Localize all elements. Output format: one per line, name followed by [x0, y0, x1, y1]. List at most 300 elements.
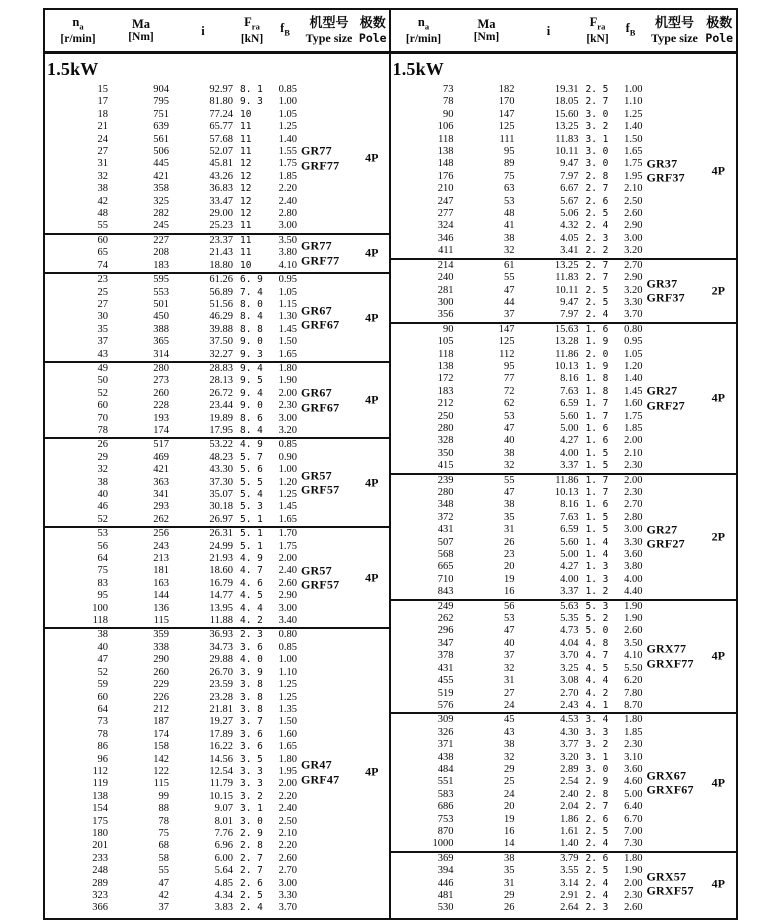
cell-speed: 201	[92, 840, 108, 852]
col-label-en: Type size	[651, 31, 698, 45]
table-row	[45, 766, 389, 778]
cell-torque: 58	[158, 852, 169, 864]
col-unit: [kN]	[240, 33, 264, 46]
table-row	[45, 865, 389, 877]
cell-torque: 245	[153, 220, 169, 232]
table-row	[391, 865, 737, 877]
cell-service-factor: 4.10	[624, 650, 643, 662]
cell-service-factor: 6.70	[624, 813, 643, 825]
cell-speed: 38	[97, 629, 108, 641]
cell-torque: 31	[504, 675, 515, 687]
cell-radial-force: 1. 6	[585, 435, 609, 447]
cell-radial-force: 2. 6	[240, 877, 263, 889]
cell-service-factor: 1.25	[278, 691, 297, 703]
cell-torque: 53	[504, 613, 515, 625]
table-row	[45, 452, 389, 464]
col-unit: [r/min]	[60, 33, 96, 46]
col-subscript: a	[79, 21, 84, 32]
cell-radial-force: 1. 6	[585, 499, 609, 511]
table-row	[45, 336, 389, 348]
col-symbol: i	[546, 23, 551, 38]
cell-speed: 74	[97, 259, 108, 271]
type-size-label: GRXF67	[646, 782, 694, 797]
cell-service-factor: 5.50	[624, 662, 643, 674]
cell-speed: 60	[97, 691, 108, 703]
cell-speed: 64	[97, 553, 108, 565]
cell-radial-force: 2. 7	[585, 183, 609, 195]
cell-ratio: 13.95	[209, 602, 233, 614]
cell-ratio: 4.00	[560, 573, 579, 585]
table-row	[45, 528, 389, 540]
cell-speed: 583	[437, 788, 454, 800]
cell-ratio: 33.47	[209, 195, 233, 207]
cell-service-factor: 2.00	[624, 435, 643, 447]
cell-service-factor: 2.30	[624, 739, 643, 751]
pole-label: 2P	[711, 529, 725, 544]
cell-ratio: 3.41	[560, 245, 579, 257]
cell-radial-force: 1. 5	[585, 524, 609, 536]
cell-speed: 90	[443, 108, 454, 120]
cell-torque: 213	[153, 553, 169, 565]
cell-ratio: 57.68	[209, 133, 233, 145]
cell-service-factor: 1.85	[624, 726, 643, 738]
cell-service-factor: 7.80	[624, 687, 643, 699]
table-row	[45, 477, 389, 489]
table-row	[45, 667, 389, 679]
cell-ratio: 53.22	[209, 439, 233, 451]
table-row	[391, 233, 737, 245]
table-block	[45, 627, 389, 914]
cell-torque: 35	[504, 511, 515, 523]
cell-torque: 183	[153, 259, 169, 271]
cell-speed: 29	[97, 451, 108, 463]
type-size-label: GRF27	[646, 398, 685, 413]
table-row	[391, 714, 737, 726]
power-rating-title: 1.5kW	[392, 58, 445, 79]
cell-radial-force: 1. 9	[585, 336, 609, 348]
cell-torque: 904	[153, 84, 169, 95]
table-row	[45, 235, 389, 247]
cell-service-factor: 1.50	[278, 716, 297, 728]
table-row	[45, 615, 389, 627]
cell-ratio: 4.27	[560, 435, 579, 447]
table-row	[391, 336, 737, 348]
cell-radial-force: 9. 4	[240, 362, 263, 374]
cell-service-factor: 3.60	[624, 763, 643, 775]
cell-ratio: 6.67	[560, 183, 579, 195]
cell-torque: 47	[504, 625, 515, 637]
cell-service-factor: 3.70	[278, 902, 297, 914]
cell-torque: 55	[504, 474, 515, 486]
cell-service-factor: 3.00	[278, 877, 297, 889]
cell-speed: 38	[97, 476, 108, 488]
cell-service-factor: 3.00	[278, 220, 297, 232]
cell-ratio: 26.70	[209, 666, 233, 678]
cell-torque: 506	[153, 146, 169, 158]
cell-service-factor: 2.60	[624, 208, 643, 220]
cell-speed: 239	[437, 474, 454, 486]
cell-service-factor: 4.60	[624, 776, 643, 788]
cell-torque: 365	[153, 336, 169, 348]
cell-speed: 366	[92, 902, 108, 914]
cell-radial-force: 12	[240, 170, 252, 182]
cell-speed: 26	[97, 439, 108, 451]
cell-radial-force: 3. 3	[240, 765, 263, 777]
cell-speed: 431	[437, 662, 454, 674]
cell-ratio: 7.63	[560, 511, 579, 523]
table-row	[45, 514, 389, 526]
table-row	[45, 629, 389, 641]
type-size-label: GR57	[301, 563, 332, 578]
table-row	[391, 96, 737, 108]
pole-label: 4P	[365, 764, 379, 779]
cell-torque: 260	[153, 666, 169, 678]
cell-torque: 226	[153, 691, 169, 703]
table-row	[391, 134, 737, 146]
table-row	[391, 512, 737, 524]
cell-torque: 38	[504, 499, 515, 511]
cell-service-factor: 0.85	[278, 84, 297, 95]
col-label-zh: 机型号	[654, 16, 694, 31]
cell-speed: 176	[437, 170, 454, 182]
cell-torque: 553	[153, 286, 169, 298]
cell-ratio: 6.00	[214, 852, 233, 864]
cell-ratio: 4.04	[560, 637, 579, 649]
cell-torque: 56	[504, 600, 515, 612]
cell-speed: 183	[437, 385, 454, 397]
cell-service-factor: 0.85	[278, 641, 297, 653]
pole-label: 4P	[711, 775, 725, 790]
cell-radial-force: 11	[240, 220, 252, 232]
cell-speed: 53	[97, 528, 108, 540]
cell-speed: 15	[97, 84, 108, 95]
cell-service-factor: 1.60	[624, 398, 643, 410]
table-row	[45, 287, 389, 299]
table-row	[391, 700, 737, 712]
table-block	[391, 258, 737, 322]
cell-speed: 296	[437, 625, 454, 637]
cell-radial-force: 3. 5	[240, 753, 263, 765]
cell-radial-force: 1. 8	[585, 373, 609, 385]
table-row	[391, 663, 737, 675]
cell-radial-force: 2. 6	[585, 813, 609, 825]
table-row	[391, 902, 737, 914]
cell-service-factor: 2.50	[624, 195, 643, 207]
cell-torque: 243	[153, 540, 169, 552]
cell-radial-force: 4. 8	[585, 637, 609, 649]
cell-speed: 148	[437, 158, 454, 170]
cell-speed: 75	[97, 565, 108, 577]
col-header-ratio	[171, 10, 235, 51]
cell-ratio: 15.63	[554, 323, 579, 335]
cell-service-factor: 1.50	[624, 133, 643, 145]
catalog-sheet	[43, 8, 738, 920]
cell-ratio: 3.20	[560, 751, 579, 763]
cell-torque: 358	[153, 183, 169, 195]
cell-service-factor: 1.80	[624, 852, 643, 864]
cell-radial-force: 2. 6	[585, 852, 609, 864]
cell-service-factor: 1.95	[624, 170, 643, 182]
cell-speed: 106	[437, 121, 454, 133]
col-subscript: ra	[251, 21, 260, 32]
cell-service-factor: 1.05	[278, 286, 297, 298]
pole-label: 4P	[711, 876, 725, 891]
cell-ratio: 18.80	[209, 259, 233, 271]
cell-ratio: 3.70	[560, 650, 579, 662]
cell-radial-force: 5. 0	[585, 625, 609, 637]
cell-radial-force: 9. 3	[240, 96, 263, 108]
cell-speed: 27	[97, 146, 108, 158]
col-symbol: $F_{ra}$	[244, 14, 260, 32]
cell-service-factor: 3.00	[278, 602, 297, 614]
table-row	[391, 752, 737, 764]
cell-torque: 95	[504, 360, 515, 372]
col-unit: [Nm]	[473, 31, 500, 43]
cell-torque: 174	[153, 424, 169, 436]
cell-radial-force: 5. 2	[585, 613, 609, 625]
col-header-service-factor	[615, 10, 647, 51]
cell-radial-force: 3. 6	[240, 728, 263, 740]
table-row	[45, 878, 389, 890]
table-row	[45, 853, 389, 865]
col-subscript: B	[284, 27, 290, 38]
cell-speed: 55	[97, 220, 108, 232]
cell-speed: 112	[92, 765, 108, 777]
cell-speed: 138	[92, 790, 108, 802]
cell-torque: 341	[153, 489, 169, 500]
table-row	[391, 776, 737, 788]
cell-torque: 40	[504, 435, 515, 447]
cell-speed: 35	[97, 323, 108, 335]
cell-ratio: 3.14	[560, 877, 579, 889]
cell-speed: 18	[97, 108, 108, 120]
cell-speed: 50	[97, 375, 108, 387]
table-row	[45, 890, 389, 902]
cell-speed: 23	[97, 274, 108, 286]
cell-torque: 26	[504, 536, 515, 548]
cell-radial-force: 3. 1	[585, 133, 609, 145]
cell-radial-force: 10	[240, 259, 252, 271]
table-row	[45, 299, 389, 311]
cell-radial-force: 5. 5	[240, 476, 263, 488]
table-row	[45, 729, 389, 741]
col-label-en: Type size	[305, 31, 353, 45]
table-block	[391, 473, 737, 599]
cell-torque: 25	[504, 776, 515, 788]
table-row	[45, 134, 389, 146]
cell-service-factor: 2.00	[278, 553, 297, 565]
table-row	[45, 385, 389, 400]
cell-speed: 64	[97, 703, 108, 715]
cell-radial-force: 2. 5	[585, 84, 609, 95]
cell-ratio: 11.86	[555, 474, 579, 486]
cell-service-factor: 1.90	[624, 865, 643, 877]
cell-torque: 40	[504, 637, 515, 649]
cell-ratio: 3.79	[560, 852, 579, 864]
table-row	[45, 349, 389, 361]
table-block	[45, 361, 389, 437]
cell-torque: 182	[498, 84, 515, 95]
col-symbol: $f_B$	[625, 21, 636, 38]
cell-radial-force: 1. 6	[585, 323, 609, 335]
cell-radial-force: 12	[240, 195, 252, 207]
cell-radial-force: 11	[240, 133, 252, 145]
cell-service-factor: 3.30	[624, 296, 643, 308]
table-block	[391, 851, 737, 915]
cell-ratio: 19.31	[554, 84, 579, 95]
cell-ratio: 10.13	[554, 360, 579, 372]
col-header-pole	[357, 10, 389, 51]
table-row	[391, 638, 737, 650]
cell-radial-force: 1. 3	[585, 561, 609, 573]
cell-torque: 517	[153, 439, 169, 451]
table-row	[391, 537, 737, 549]
cell-service-factor: 4.00	[624, 573, 643, 585]
cell-speed: 350	[437, 447, 454, 459]
cell-service-factor: 1.90	[624, 600, 643, 612]
cell-radial-force: 3. 0	[585, 108, 609, 120]
cell-torque: 147	[498, 323, 515, 335]
cell-radial-force: 3. 0	[585, 146, 609, 158]
cell-torque: 29	[504, 890, 515, 901]
cell-ratio: 36.93	[209, 629, 233, 641]
cell-torque: 16	[504, 825, 515, 837]
cell-speed: 484	[437, 763, 454, 775]
cell-speed: 280	[437, 487, 454, 498]
cell-torque: 62	[504, 398, 515, 410]
cell-radial-force: 4. 1	[585, 699, 609, 711]
cell-service-factor: 3.20	[624, 245, 643, 257]
cell-torque: 158	[153, 741, 169, 753]
cell-ratio: 5.00	[560, 549, 579, 561]
pole-label: 4P	[365, 392, 379, 407]
cell-speed: 138	[437, 360, 454, 372]
type-size-label: GR77	[301, 143, 332, 158]
cell-ratio: 19.27	[209, 716, 233, 728]
cell-speed: 277	[437, 208, 454, 220]
cell-torque: 359	[153, 629, 169, 641]
cell-ratio: 3.37	[560, 460, 579, 472]
col-header-torque	[111, 10, 171, 51]
table-block	[391, 712, 737, 850]
table-row	[45, 84, 389, 96]
cell-ratio: 61.26	[209, 274, 233, 286]
table-row	[45, 324, 389, 336]
cell-radial-force: 12	[240, 208, 252, 220]
cell-torque: 53	[504, 195, 515, 207]
type-size-label: GR67	[301, 385, 332, 400]
cell-radial-force: 2. 5	[585, 296, 609, 308]
cell-radial-force: 2. 4	[585, 877, 609, 889]
cell-service-factor: 7.00	[624, 825, 643, 837]
cell-ratio: 11.86	[555, 348, 579, 360]
cell-radial-force: 1. 4	[585, 536, 609, 548]
table-row	[45, 400, 389, 412]
cell-torque: 29	[504, 763, 515, 775]
cell-radial-force: 11	[240, 247, 252, 259]
pole-label: 4P	[711, 648, 725, 663]
cell-speed: 78	[443, 96, 454, 108]
cell-speed: 52	[97, 666, 108, 678]
col-symbol: $F_{ra}$	[589, 14, 606, 32]
cell-torque: 193	[153, 412, 169, 424]
cell-radial-force: 12	[240, 183, 252, 195]
table-row	[391, 561, 737, 573]
cell-ratio: 35.07	[209, 489, 233, 500]
cell-radial-force: 4. 4	[585, 675, 609, 687]
table-row	[391, 675, 737, 687]
cell-torque: 450	[153, 311, 169, 323]
cell-speed: 30	[97, 311, 108, 323]
cell-torque: 37	[504, 309, 515, 321]
table-row	[391, 613, 737, 625]
table-row	[391, 260, 737, 272]
cell-speed: 481	[437, 890, 454, 901]
cell-speed: 73	[97, 716, 108, 728]
cell-ratio: 5.67	[560, 195, 579, 207]
table-row	[45, 143, 389, 158]
cell-ratio: 48.23	[209, 451, 233, 463]
cell-speed: 32	[97, 170, 108, 182]
col-header-ratio	[517, 10, 581, 51]
cell-torque: 48	[504, 208, 515, 220]
cell-torque: 561	[153, 133, 169, 145]
table-row	[45, 741, 389, 753]
table-row	[45, 311, 389, 323]
cell-service-factor: 1.65	[278, 348, 297, 360]
table-row	[391, 890, 737, 902]
cell-ratio: 13.28	[554, 336, 579, 348]
cell-service-factor: 1.05	[624, 348, 643, 360]
cell-torque: 75	[504, 170, 515, 182]
table-row	[45, 791, 389, 803]
table-row	[391, 121, 737, 133]
cell-ratio: 17.95	[209, 424, 233, 436]
cell-radial-force: 2. 5	[585, 208, 609, 220]
cell-ratio: 14.56	[209, 753, 233, 765]
cell-torque: 32	[504, 245, 515, 257]
col-subscript: ra	[597, 21, 606, 32]
cell-radial-force: 2. 5	[585, 825, 609, 837]
col-header-type-size	[301, 10, 357, 51]
cell-service-factor: 1.80	[624, 714, 643, 726]
cell-speed: 90	[443, 323, 454, 335]
cell-speed: 49	[97, 362, 108, 374]
cell-radial-force: 2. 4	[585, 890, 609, 901]
cell-service-factor: 1.35	[278, 703, 297, 715]
col-symbol: i	[201, 23, 205, 38]
cell-service-factor: 5.00	[624, 788, 643, 800]
cell-ratio: 4.27	[560, 561, 579, 573]
table-row	[391, 524, 737, 536]
cell-service-factor: 2.00	[278, 778, 297, 790]
table-row	[391, 460, 737, 472]
table-row	[391, 727, 737, 739]
cell-torque: 325	[153, 195, 169, 207]
cell-speed: 324	[437, 220, 454, 232]
cell-radial-force: 2. 8	[585, 170, 609, 182]
cell-speed: 40	[97, 489, 108, 500]
cell-radial-force: 1. 4	[585, 549, 609, 561]
cell-service-factor: 2.10	[624, 183, 643, 195]
col-symbol: $n_a$	[72, 14, 84, 32]
table-row	[45, 578, 389, 590]
cell-torque: 290	[153, 654, 169, 666]
cell-speed: 21	[97, 121, 108, 133]
cell-ratio: 28.83	[209, 362, 233, 374]
cell-speed: 46	[97, 501, 108, 513]
table-row	[45, 754, 389, 766]
